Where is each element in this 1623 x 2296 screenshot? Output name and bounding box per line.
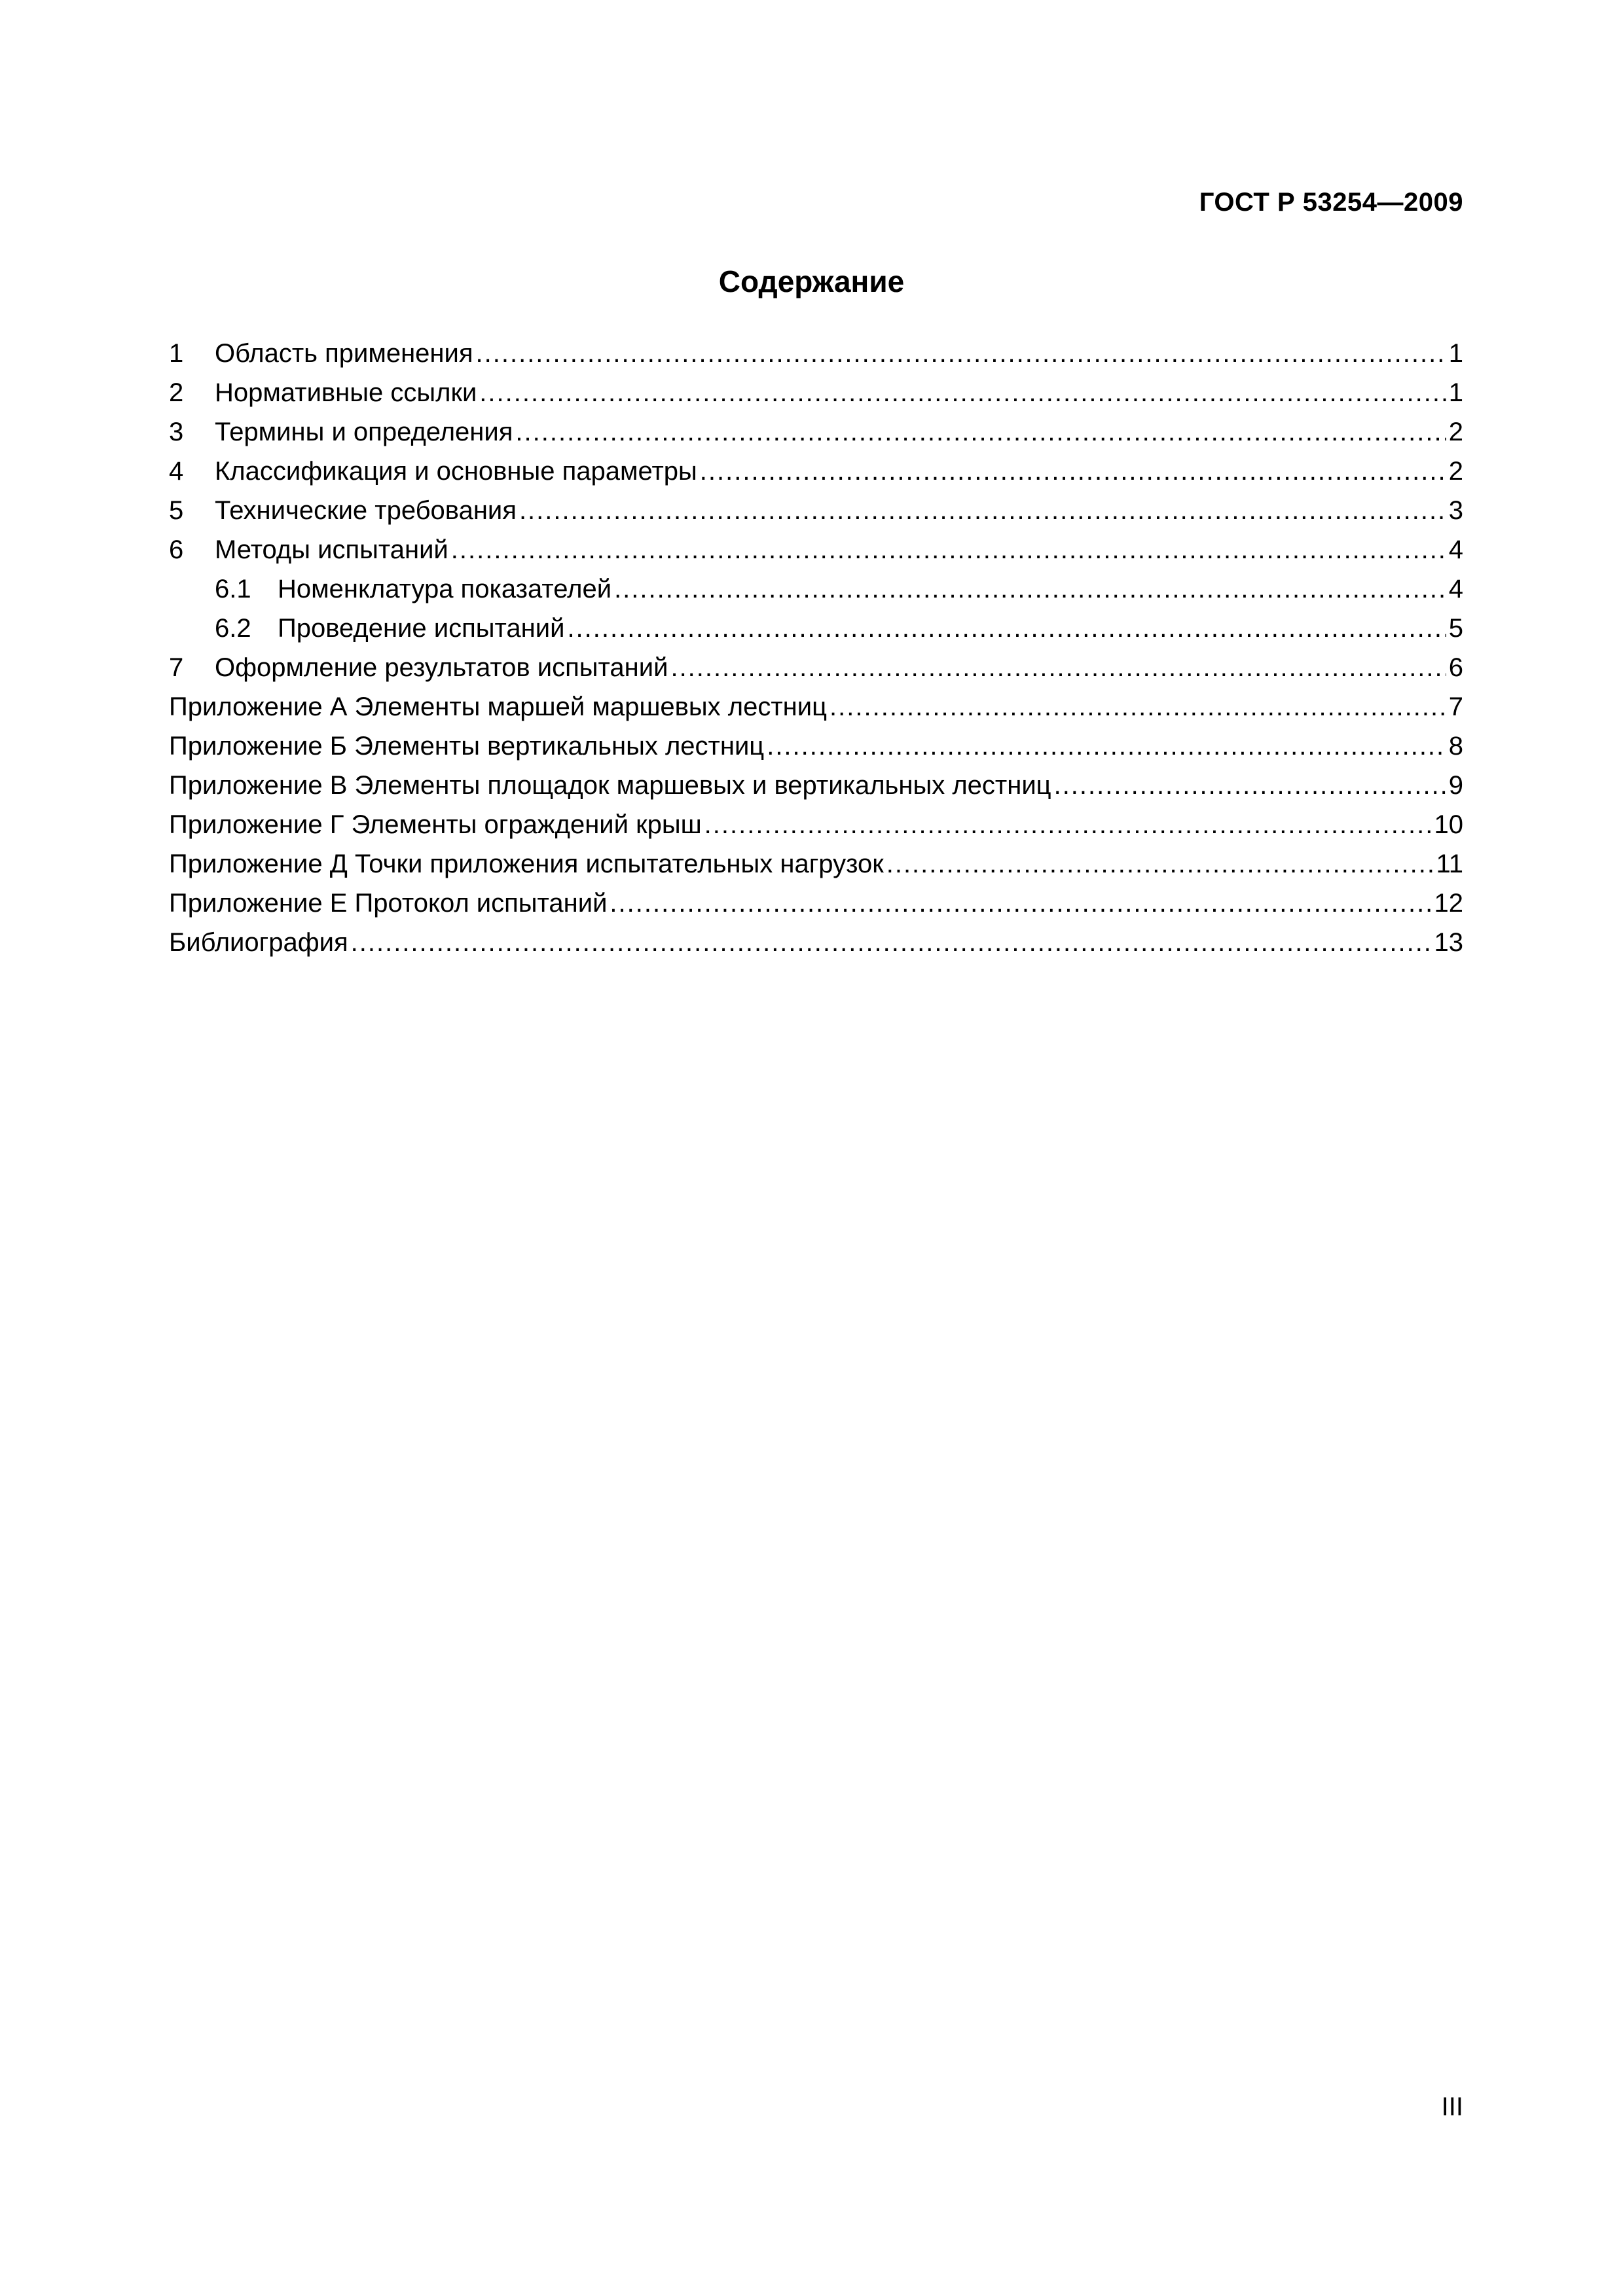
toc-item-title: Приложение А Элементы маршей маршевых лестниц xyxy=(169,692,828,721)
toc-item-appendix-b[interactable] xyxy=(169,726,1463,766)
toc-item-title: Проведение испытаний xyxy=(278,614,565,643)
toc-leader-dots xyxy=(479,373,1446,412)
toc-item-page: 2 xyxy=(1448,457,1463,486)
toc-item-6-1[interactable] xyxy=(169,569,1463,609)
toc-item-number: 1 xyxy=(169,339,184,368)
toc-leader-dots xyxy=(704,805,1432,844)
toc-item-page: 12 xyxy=(1434,889,1463,918)
toc-leader-dots xyxy=(614,569,1446,609)
toc-item-number: 4 xyxy=(169,457,184,486)
toc-leader-dots xyxy=(567,609,1446,648)
table-of-contents xyxy=(169,334,1463,962)
toc-leader-dots xyxy=(767,726,1446,766)
toc-item-page: 4 xyxy=(1448,535,1463,564)
toc-item-6[interactable] xyxy=(169,530,1463,569)
toc-item-title: Номенклатура показателей xyxy=(278,575,612,603)
toc-leader-dots xyxy=(700,452,1446,491)
toc-item-appendix-a[interactable] xyxy=(169,687,1463,726)
toc-item-title: Методы испытаний xyxy=(215,535,448,564)
toc-item-number: 5 xyxy=(169,496,184,525)
toc-item-number: 7 xyxy=(169,653,184,682)
toc-item-page: 13 xyxy=(1434,928,1463,957)
toc-item-number: 6.1 xyxy=(215,575,251,603)
toc-item-title: Приложение Д Точки приложения испытательных нагрузок xyxy=(169,850,884,878)
toc-item-appendix-v[interactable] xyxy=(169,766,1463,805)
toc-item-3[interactable] xyxy=(169,412,1463,452)
toc-item-number: 3 xyxy=(169,418,184,446)
toc-item-bibliography[interactable] xyxy=(169,923,1463,962)
toc-item-5[interactable] xyxy=(169,491,1463,530)
toc-item-page: 1 xyxy=(1448,378,1463,407)
toc-leader-dots xyxy=(1054,766,1446,805)
toc-leader-dots xyxy=(515,412,1446,452)
toc-leader-dots xyxy=(610,884,1431,923)
toc-item-page: 2 xyxy=(1448,418,1463,446)
page-number: III xyxy=(1441,2092,1463,2121)
toc-item-number: 6 xyxy=(169,535,184,564)
toc-item-page: 9 xyxy=(1448,771,1463,800)
toc-item-page: 4 xyxy=(1448,575,1463,603)
toc-leader-dots xyxy=(476,334,1446,373)
toc-item-title: Область применения xyxy=(215,339,473,368)
toc-item-4[interactable] xyxy=(169,452,1463,491)
toc-item-page: 3 xyxy=(1448,496,1463,525)
toc-item-1[interactable] xyxy=(169,334,1463,373)
toc-item-page: 5 xyxy=(1448,614,1463,643)
toc-item-title: Приложение Б Элементы вертикальных лестниц xyxy=(169,732,765,761)
toc-item-number: 2 xyxy=(169,378,184,407)
toc-item-appendix-d[interactable] xyxy=(169,844,1463,884)
toc-item-title: Нормативные ссылки xyxy=(215,378,477,407)
toc-item-title: Библиография xyxy=(169,928,348,957)
document-header: ГОСТ Р 53254—2009 xyxy=(1199,188,1463,217)
toc-item-title: Оформление результатов испытаний xyxy=(215,653,668,682)
page-title: Содержание xyxy=(718,264,905,298)
toc-leader-dots xyxy=(519,491,1446,530)
toc-leader-dots xyxy=(886,844,1434,884)
toc-leader-dots xyxy=(830,687,1446,726)
toc-item-number: 6.2 xyxy=(215,614,251,643)
toc-item-title: Приложение В Элементы площадок маршевых и вертикальных лестниц xyxy=(169,771,1051,800)
toc-item-page: 1 xyxy=(1448,339,1463,368)
toc-item-page: 6 xyxy=(1448,653,1463,682)
toc-item-title: Приложение Е Протокол испытаний xyxy=(169,889,608,918)
toc-item-2[interactable] xyxy=(169,373,1463,412)
toc-item-7[interactable] xyxy=(169,648,1463,687)
toc-item-title: Термины и определения xyxy=(215,418,513,446)
toc-item-page: 11 xyxy=(1436,850,1463,878)
toc-leader-dots xyxy=(451,530,1446,569)
toc-leader-dots xyxy=(351,923,1432,962)
toc-item-title: Приложение Г Элементы ограждений крыш xyxy=(169,810,702,839)
toc-item-appendix-g[interactable] xyxy=(169,805,1463,844)
toc-item-title: Технические требования xyxy=(215,496,517,525)
toc-item-page: 10 xyxy=(1434,810,1463,839)
toc-item-6-2[interactable] xyxy=(169,609,1463,648)
toc-item-appendix-e[interactable] xyxy=(169,884,1463,923)
toc-item-title: Классификация и основные параметры xyxy=(215,457,697,486)
toc-item-page: 8 xyxy=(1448,732,1463,761)
toc-leader-dots xyxy=(670,648,1446,687)
toc-item-page: 7 xyxy=(1448,692,1463,721)
